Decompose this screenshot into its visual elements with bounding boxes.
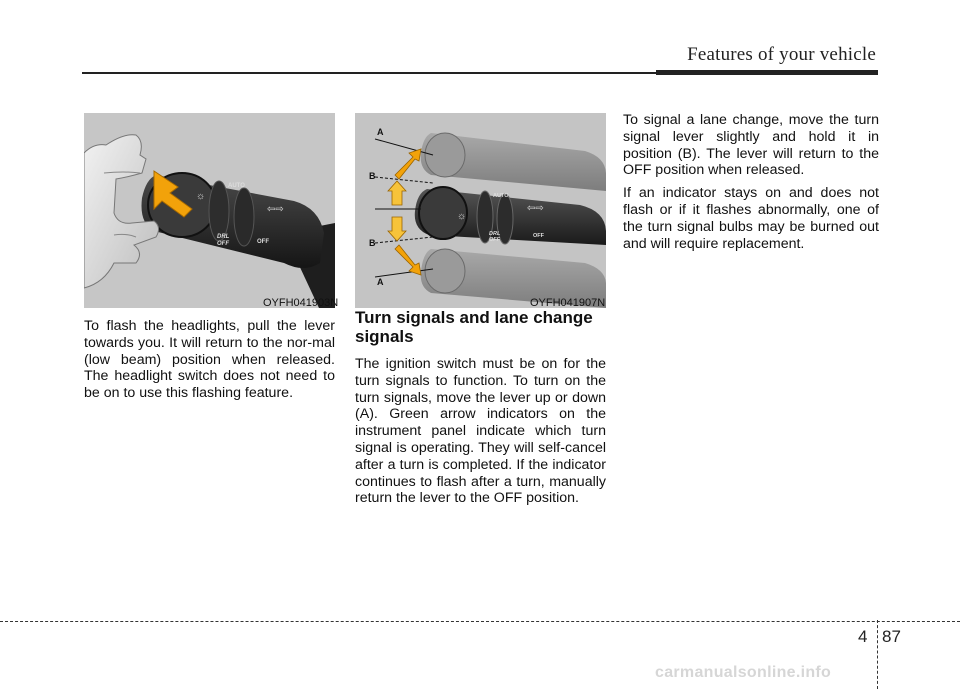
headlight-flash-paragraph: To flash the headlights, pull the lever towards you. It will return to the nor-mal (low beam) position when released. The headlight switch does not need to be on to use this flashing feature. [84, 318, 335, 402]
middle-text-column [355, 308, 606, 513]
source-watermark: carmanualsonline.info [655, 664, 832, 681]
turn-signal-drawing [355, 113, 606, 308]
left-text-column [84, 318, 335, 408]
figure-code-left: OYFH041903N [263, 297, 339, 309]
fog-arrows-icon: ⇦⇨ [267, 204, 284, 215]
lever-drl-off-label: OFF [217, 241, 229, 247]
marker-b-bottom: B [369, 238, 376, 248]
footer-vertical-rule [877, 620, 878, 689]
headlight-flash-illustration [84, 113, 335, 308]
lever-off-label: OFF [257, 239, 269, 245]
lever-off-label: OFF [533, 233, 544, 239]
marker-a-top: A [377, 127, 384, 137]
lever-drl-off-label: OFF [489, 237, 500, 243]
headlight-icon: ☼ [457, 211, 467, 222]
headlight-icon: ☼ [196, 191, 206, 202]
marker-b-top: B [369, 171, 376, 181]
right-text-column [623, 112, 879, 258]
lever-drl-label: DRL [489, 231, 501, 237]
figure-code-middle: OYFH041907N [530, 297, 606, 309]
page-number: 87 [882, 627, 901, 646]
lane-change-paragraph: To signal a lane change, move the turn signal lever slightly and hold it in position (B). The lever will return to the OFF position when released. [623, 112, 879, 179]
turn-signal-illustration [355, 113, 606, 308]
marker-a-bottom: A [377, 277, 384, 287]
footer-dashed-rule [0, 621, 960, 622]
header-rule-thick [656, 70, 878, 75]
chapter-number: 4 [858, 627, 868, 646]
headlight-flash-drawing [84, 113, 335, 308]
turn-signals-heading: Turn signals and lane change signals [355, 308, 593, 346]
bulb-failure-paragraph: If an indicator stays on and does not flash or if it flashes abnormally, one of the turn signal bulbs may be burned out and will require replacement. [623, 185, 879, 252]
fog-arrows-icon: ⇦⇨ [527, 203, 544, 214]
turn-signals-paragraph: The ignition switch must be on for the turn signals to function. To turn on the turn signals, move the lever up or down (A). Green arrow indicators on the instrument panel indicate which turn signal is operating. They will self-cancel after a turn is completed. If the indicator continues to flash after a turn, manually return the lever to the OFF position. [355, 356, 606, 507]
lever-drl-label: DRL [217, 234, 230, 240]
lever-auto-label: AUTO [493, 193, 509, 199]
page-header-title: Features of your vehicle [687, 44, 876, 65]
header-rule-thin [82, 72, 656, 74]
lever-auto-label: AUTO [228, 183, 245, 189]
